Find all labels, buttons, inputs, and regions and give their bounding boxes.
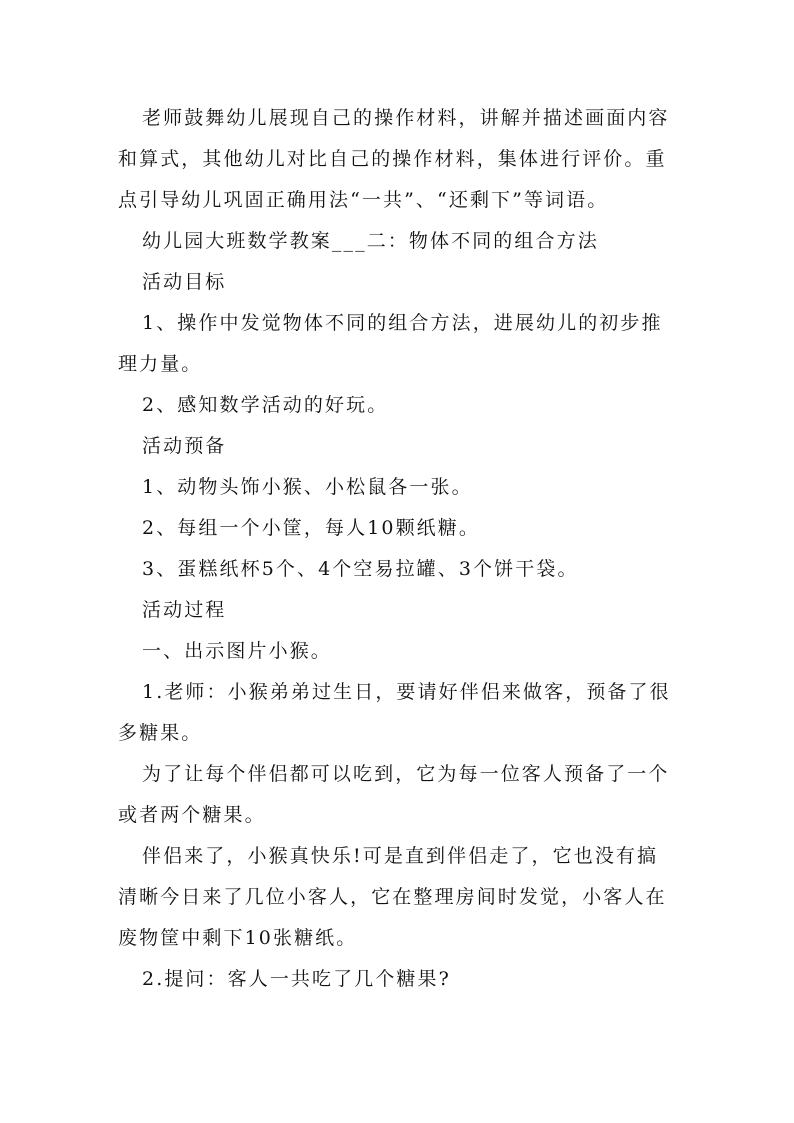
preparation-item-1: 1、动物头饰小猴、小松鼠各一张。	[142, 476, 473, 498]
story-paragraph-2: 伴侣来了，小猴真快乐!可是直到伴侣走了，它也没有搞清晰今日来了几位小客人，它在整理房间时发觉，小客人在废物筐中剩下10张糖纸。	[118, 845, 667, 949]
preparation-item-3: 3、蛋糕纸杯5个、4个空易拉罐、3个饼干袋。	[142, 558, 579, 580]
question-paragraph: 2.提问：客人一共吃了几个糖果?	[142, 968, 451, 990]
teacher-dialogue: 1.老师：小猴弟弟过生日，要请好伴侣来做客，预备了很多糖果。	[118, 681, 671, 744]
process-step-1: 一、出示图片小猴。	[142, 640, 332, 662]
section-heading-goals: 活动目标	[142, 271, 227, 293]
goal-item-1: 1、操作中发觉物体不同的组合方法，进展幼儿的初步推理力量。	[118, 312, 663, 375]
document-body	[118, 98, 678, 1000]
paragraph-intro: 老师鼓舞幼儿展现自己的操作材料，讲解并描述画面内容和算式，其他幼儿对比自己的操作材料，集体进行评价。重点引导幼儿巩固正确用法“一共”、“还剩下”等词语。	[118, 107, 670, 211]
story-paragraph-1: 为了让每个伴侣都可以吃到，它为每一位客人预备了一个或者两个糖果。	[118, 763, 670, 826]
preparation-item-2: 2、每组一个小筐，每人10颗纸糖。	[142, 517, 480, 539]
goal-item-2: 2、感知数学活动的好玩。	[142, 394, 389, 416]
section-heading-preparation: 活动预备	[142, 435, 227, 457]
section-heading-process: 活动过程	[142, 599, 227, 621]
lesson-title: 幼儿园大班数学教案___二：物体不同的组合方法	[142, 230, 599, 252]
